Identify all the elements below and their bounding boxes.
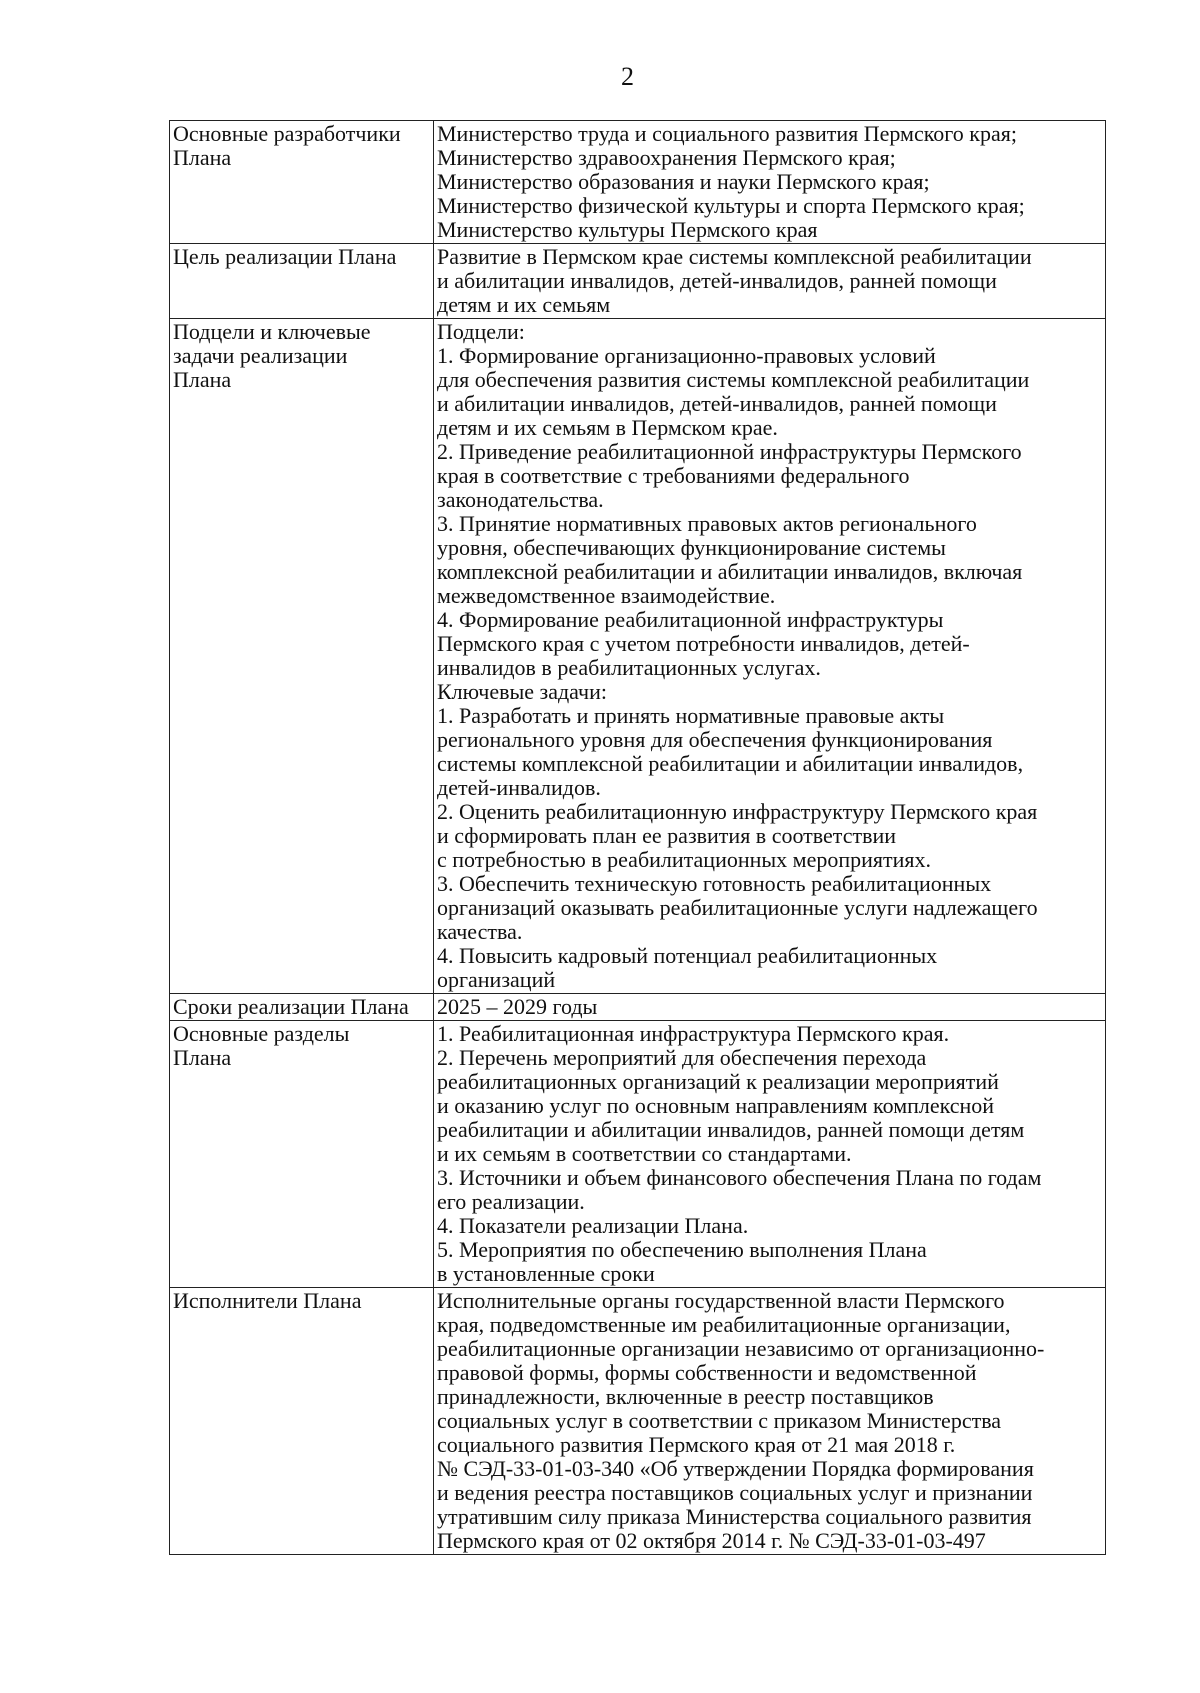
content-line: 4. Повысить кадровый потенциал реабилитационных	[437, 943, 938, 968]
content-line: Пермского края от 02 октября 2014 г. № СЭД-33-01-03-497	[437, 1528, 986, 1553]
content-line: детей-инвалидов.	[437, 775, 601, 800]
content-line: 2. Приведение реабилитационной инфраструктуры Пермского	[437, 439, 1022, 464]
content-line: Развитие в Пермском крае системы комплексной реабилитации	[437, 244, 1032, 269]
content-line: инвалидов в реабилитационных услугах.	[437, 655, 821, 680]
content-line: правовой формы, формы собственности и ведомственной	[437, 1360, 977, 1385]
row-label-timeframe	[170, 994, 434, 1021]
table-row-developers	[170, 121, 1106, 244]
table-row-subgoals-tasks	[170, 319, 1106, 994]
label-line: Цель реализации Плана	[173, 244, 397, 269]
content-line: в установленные сроки	[437, 1261, 655, 1286]
label-line: Исполнители Плана	[173, 1288, 362, 1313]
label-line: Плана	[173, 1045, 232, 1070]
content-line: края в соответствие с требованиями федерального	[437, 463, 910, 488]
row-content-subgoals-tasks	[434, 319, 1106, 994]
table-row-sections	[170, 1021, 1106, 1288]
content-line: Ключевые задачи:	[437, 679, 607, 704]
content-line: уровня, обеспечивающих функционирование системы	[437, 535, 946, 560]
content-line: системы комплексной реабилитации и абилитации инвалидов,	[437, 751, 1024, 776]
row-content-developers	[434, 121, 1106, 244]
plan-passport-table	[169, 120, 1106, 1555]
content-line: утратившим силу приказа Министерства социального развития	[437, 1504, 1032, 1529]
content-line: социальных услуг в соответствии с приказом Министерства	[437, 1408, 1002, 1433]
content-line: Подцели:	[437, 319, 525, 344]
content-line: качества.	[437, 919, 523, 944]
content-line: межведомственное взаимодействие.	[437, 583, 776, 608]
content-line: Министерство здравоохранения Пермского края;	[437, 145, 896, 170]
row-label-executors	[170, 1288, 434, 1555]
content-line: и ведения реестра поставщиков социальных услуг и признании	[437, 1480, 1033, 1505]
label-line: Плана	[173, 145, 232, 170]
content-line: с потребностью в реабилитационных мероприятиях.	[437, 847, 932, 872]
content-line: законодательства.	[437, 487, 604, 512]
label-line: Подцели и ключевые	[173, 319, 371, 344]
content-line: регионального уровня для обеспечения функционирования	[437, 727, 993, 752]
content-line: реабилитационные организации независимо от организационно-	[437, 1336, 1045, 1361]
content-line: Исполнительные органы государственной власти Пермского	[437, 1288, 1005, 1313]
content-line: 1. Реабилитационная инфраструктура Пермского края.	[437, 1021, 950, 1046]
content-line: детям и их семьям	[437, 292, 611, 317]
content-line: комплексной реабилитации и абилитации инвалидов, включая	[437, 559, 1023, 584]
row-content-executors	[434, 1288, 1106, 1555]
content-line: Министерство труда и социального развития Пермского края;	[437, 121, 1017, 146]
content-line: и сформировать план ее развития в соответствии	[437, 823, 897, 848]
label-line: Сроки реализации Плана	[173, 994, 409, 1019]
content-line: 3. Принятие нормативных правовых актов регионального	[437, 511, 977, 536]
label-line: Основные разделы	[173, 1021, 350, 1046]
page-number: 2	[621, 62, 634, 91]
content-line: Министерство образования и науки Пермского края;	[437, 169, 930, 194]
content-line: 2. Перечень мероприятий для обеспечения перехода	[437, 1045, 927, 1070]
row-content-goal	[434, 244, 1106, 319]
content-line: края, подведомственные им реабилитационные организации,	[437, 1312, 1011, 1337]
content-line: 4. Показатели реализации Плана.	[437, 1213, 749, 1238]
row-content-sections	[434, 1021, 1106, 1288]
content-line: его реализации.	[437, 1189, 585, 1214]
label-line: Плана	[173, 367, 232, 392]
content-line: 2. Оценить реабилитационную инфраструктуру Пермского края	[437, 799, 1038, 824]
content-line: принадлежности, включенные в реестр поставщиков	[437, 1384, 934, 1409]
table-row-goal	[170, 244, 1106, 319]
content-line: детям и их семьям в Пермском крае.	[437, 415, 778, 440]
label-line: задачи реализации	[173, 343, 348, 368]
content-line: для обеспечения развития системы комплексной реабилитации	[437, 367, 1030, 392]
content-line: 3. Обеспечить техническую готовность реабилитационных	[437, 871, 992, 896]
table-row-timeframe	[170, 994, 1106, 1021]
row-label-developers	[170, 121, 434, 244]
content-line: Министерство физической культуры и спорта Пермского края;	[437, 193, 1025, 218]
content-line: 1. Формирование организационно-правовых условий	[437, 343, 936, 368]
content-line: 2025 – 2029 годы	[437, 994, 598, 1019]
row-label-goal	[170, 244, 434, 319]
content-line: реабилитационных организаций к реализации мероприятий	[437, 1069, 999, 1094]
content-line: и оказанию услуг по основным направлениям комплексной	[437, 1093, 995, 1118]
content-line: организаций	[437, 967, 556, 992]
content-line: организаций оказывать реабилитационные услуги надлежащего	[437, 895, 1038, 920]
content-line: 5. Мероприятия по обеспечению выполнения Плана	[437, 1237, 927, 1262]
content-line: Пермского края с учетом потребности инвалидов, детей-	[437, 631, 970, 656]
content-line: 1. Разработать и принять нормативные правовые акты	[437, 703, 945, 728]
content-line: реабилитации и абилитации инвалидов, ранней помощи детям	[437, 1117, 1025, 1142]
content-line: 3. Источники и объем финансового обеспечения Плана по годам	[437, 1165, 1042, 1190]
row-label-sections	[170, 1021, 434, 1288]
content-line: № СЭД-33-01-03-340 «Об утверждении Порядка формирования	[437, 1456, 1034, 1481]
content-line: и их семьям в соответствии со стандартами.	[437, 1141, 852, 1166]
content-line: и абилитации инвалидов, детей-инвалидов, ранней помощи	[437, 391, 997, 416]
content-line: Министерство культуры Пермского края	[437, 217, 818, 242]
content-line: и абилитации инвалидов, детей-инвалидов, ранней помощи	[437, 268, 997, 293]
label-line: Основные разработчики	[173, 121, 401, 146]
row-content-timeframe	[434, 994, 1106, 1021]
content-line: социального развития Пермского края от 21 мая 2018 г.	[437, 1432, 956, 1457]
row-label-subgoals-tasks	[170, 319, 434, 994]
content-line: 4. Формирование реабилитационной инфраструктуры	[437, 607, 944, 632]
table-row-executors	[170, 1288, 1106, 1555]
